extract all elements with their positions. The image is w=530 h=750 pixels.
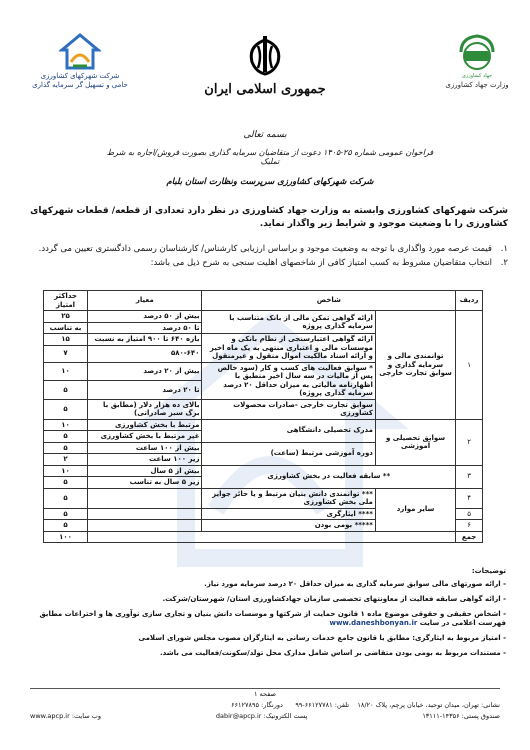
criterion-cell: بیش از ۵۰ درصد (88, 311, 202, 323)
criterion-cell: ۵۸۰-۶۴۰ (88, 345, 202, 362)
indicator-cell: ارائه گواهی تمکن مالی از بانک متناسب با سرمایه گذاری پروژه (202, 311, 375, 334)
criterion-cell (88, 488, 202, 508)
row-number: ۶ (456, 520, 483, 532)
website-group (30, 712, 101, 720)
address-text: نشانی: تهران، میدان توحید، خیابان پرچم، پلاک ۱۸/۲۰ (357, 701, 500, 709)
email-link[interactable]: dabir@apcp.ir (215, 712, 262, 720)
note-item (24, 634, 506, 643)
page-number: صفحه ۱ (253, 690, 277, 698)
group-label: سوابق تحصیلی و آموزشی (375, 419, 455, 465)
score-cell: ۷ (44, 345, 88, 362)
company-logo (30, 32, 130, 90)
criterion-cell: بیش از ۱۰۰ ساعت (88, 442, 202, 454)
list-item-text: قیمت عرصه مورد واگذاری با توجه به وضعیت موجود و براساس ارزیابی کارشناس/ کارشناسان رسمی دادگستری تعیین می گردد. (38, 244, 492, 254)
table-total-row (44, 531, 483, 543)
group-label: سایر موارد (375, 488, 455, 531)
score-cell: ۲ (44, 454, 88, 466)
score-cell: ۵ (44, 488, 88, 508)
score-cell: ۱۰ (44, 362, 88, 381)
criterion-cell: زیر ۱۰۰ ساعت (88, 454, 202, 466)
table-row (44, 419, 483, 431)
indicator-cell: مدرک تحصیلی دانشگاهی (202, 419, 375, 442)
criterion-cell (88, 508, 202, 520)
list-item (22, 257, 508, 269)
indicator-cell: *** توانمندی دانش بنیان مرتبط و یا حائز جوایز ملی بخش کشاورزی (202, 488, 375, 508)
note-text: - امتیاز مربوط به ایثارگری: مطابق با قانون جامع خدمات رسانی به ایثارگران مصوب مجلس شورای اسلامی (138, 634, 506, 642)
jahad-logo-icon (455, 32, 499, 72)
agricultural-towns-logo-icon (59, 32, 101, 72)
indicator-cell: ** سابقه فعالیت در بخش کشاورزی (202, 465, 456, 488)
score-cell: ۵ (44, 442, 88, 454)
company-caption-line2: حامی و تسهیل گر سرمایه گذاری (32, 81, 128, 89)
score-cell: ۲۵ (44, 311, 88, 323)
note-text: - ارائه گواهی سابقه فعالیت از معاونتهای تخصصی سازمان جهادکشاورزی استان/ شهرستان/شرکت. (162, 595, 506, 603)
criterion-cell: غیر مرتبط با بخش کشاورزی (88, 431, 202, 443)
score-cell: ۵ (44, 520, 88, 532)
note-text: - ارائه صورتهای مالی سوابق سرمایه گذاری به میزان حداقل ۲۰ درصد سرمایه مورد نیاز. (204, 580, 506, 588)
score-cell: ۵ (44, 431, 88, 443)
total-spacer (88, 531, 456, 543)
criterion-cell: مرتبط با بخش کشاورزی (88, 419, 202, 431)
group-label: توانمندی مالی و سرمایه گذاری و سوابق تجارت خارجی (375, 311, 455, 420)
score-cell: ۵ (44, 381, 88, 400)
ministry-caption: وزارت جهاد کشاورزی (445, 81, 509, 89)
phone-text: تلفن: ۶۶۱۲۷۷۸۱-۹۹ (295, 701, 350, 709)
ministry-logo (442, 32, 512, 90)
score-cell: ۵ (44, 399, 88, 419)
daneshbonyan-link[interactable]: www.daneshbonyan.ir (329, 619, 418, 627)
fax-text: دورنگار: ۶۶۱۲۷۸۹۵ (231, 701, 283, 709)
state-title: جمهوری اسلامی ایران (204, 82, 326, 97)
table-row (44, 311, 483, 323)
notes-section (24, 567, 506, 664)
row-number: ۴ (456, 488, 483, 508)
header-max: حداکثر امتیاز (44, 291, 88, 311)
list-item-text: انتخاب متقاضیان مشروط به کسب امتیاز کافی از شاخصهای اهلیت سنجی به شرح ذیل می باشد: (150, 258, 492, 268)
score-cell: ۱۰ (44, 419, 88, 431)
criterion-cell: تا ۲۰ درصد (88, 381, 202, 400)
announcement-line: فراخوان عمومی شماره ۲۵-۱۴۰۵ دعوت از متقاضیان سرمایه گذاری بصورت فروش/اجاره به شرط تملیک (106, 148, 434, 166)
bismillah-heading: بسمه تعالی (243, 130, 287, 140)
note-text: - اشخاص حقیقی و حقوقی موضوع ماده ۱ قانون حمایت از شرکتها و موسسات دانش بنیان و تجاری سازی نوآوری ها و اختراعات مطابق فهرست اعلامی در سایت (39, 610, 506, 627)
footer-address (30, 701, 500, 709)
indicator-cell: **** ایثارگری (202, 508, 375, 520)
row-number: ۲ (456, 419, 483, 465)
score-cell: ۱۵ (44, 334, 88, 346)
conditions-list (22, 243, 508, 269)
jahad-logo-text: جهاد کشاورزی (461, 73, 493, 79)
website-label: وب سایت: (71, 712, 101, 720)
notes-title: توضیحات: (471, 567, 506, 575)
indicator-cell: دوره آموزشی مرتبط (ساعت) (202, 442, 375, 465)
criterion-cell: بازه ۶۴۰ تا ۹۰۰ امتیاز به نسبت (88, 334, 202, 346)
list-item-number: ۱. (500, 244, 508, 254)
total-score: ۱۰۰ (44, 531, 88, 543)
total-label: جمع (456, 531, 483, 543)
row-number: ۵ (456, 508, 483, 520)
note-item (24, 610, 506, 628)
postal-text: صندوق پستی: ۱۴۳۵۶-۱۳۱۱۱ (422, 712, 500, 720)
table-row (44, 465, 483, 477)
company-line: شرکت شهرکهای کشاورزی سرپرست ونظارت استان بلبام (166, 177, 374, 187)
table-header-row (44, 291, 483, 311)
email-group (216, 712, 308, 720)
note-item (24, 580, 506, 589)
indicator-cell: ***** بومی بودن (202, 520, 375, 532)
email-label: پست الکترونیک: (263, 712, 308, 720)
indicator-cell: سوابق تجارت خارجی -صادرات محصولات کشاورزی (202, 399, 375, 419)
row-number: ۱ (456, 311, 483, 420)
criterion-cell: بیش از ۲۰ درصد (88, 362, 202, 381)
note-text: - مستندات مربوط به بومی بودن متقاضی بر اساس شامل مدارک محل تولد/سکونت/فعالیت می باشد. (160, 649, 506, 657)
score-cell: ۱۰ (44, 465, 88, 477)
indicator-cell: ارائه گواهی اعتبارسنجی از نظام بانکی و موسسات مالی و اعتباری منتهی به یک ماه اخیر و ارائه اسناد مالکیت اموال منقول و غیرمنقول (202, 334, 375, 363)
score-cell: ۵ (44, 508, 88, 520)
website-link[interactable]: www.apcp.ir (30, 712, 70, 720)
score-cell: ۵ (44, 477, 88, 489)
criterion-cell: زیر ۵ سال به تناسب (88, 477, 202, 489)
footer-contact (30, 712, 500, 720)
header-shakhes: شاخص (202, 291, 456, 311)
criterion-cell: تا ۵۰ درصد (88, 322, 202, 334)
score-cell: به تناسب (44, 322, 88, 334)
criteria-table (43, 290, 483, 543)
footer-divider (30, 688, 500, 689)
list-item-number: ۲. (500, 258, 508, 268)
company-caption-line1: شرکت شهرکهای کشاورزی (40, 72, 120, 80)
row-number: ۳ (456, 465, 483, 488)
criterion-cell: بالای ده هزار دلار (مطابق با برگ سبز صادراتی) (88, 399, 202, 419)
indicator-cell: * سوابق فعالیت های کسب و کار (سود خالص پس از مالیات در سه سال اخیر منطبق با اظهارنامه مالیاتی به میزان حداقل ۲۰ درصد سرمایه گذاری پروژه) (202, 362, 375, 399)
criterion-cell: بیش از ۵ سال (88, 465, 202, 477)
list-item (22, 243, 508, 255)
iran-emblem-icon (240, 32, 290, 78)
table-row (44, 488, 483, 508)
header-radif: ردیف (456, 291, 483, 311)
intro-paragraph: شرکت شهرکهای کشاورزی وابسته به وزارت جهاد کشاورزی در نظر دارد تعدادی از قطعه/ قطعات شهرکهای کشاورزی را با وضعیت موجود و شرایط زیر واگذار نماید. (30, 206, 508, 229)
header-meyar: معیار (88, 291, 202, 311)
criterion-cell (88, 520, 202, 532)
note-item (24, 595, 506, 604)
note-item (24, 649, 506, 658)
